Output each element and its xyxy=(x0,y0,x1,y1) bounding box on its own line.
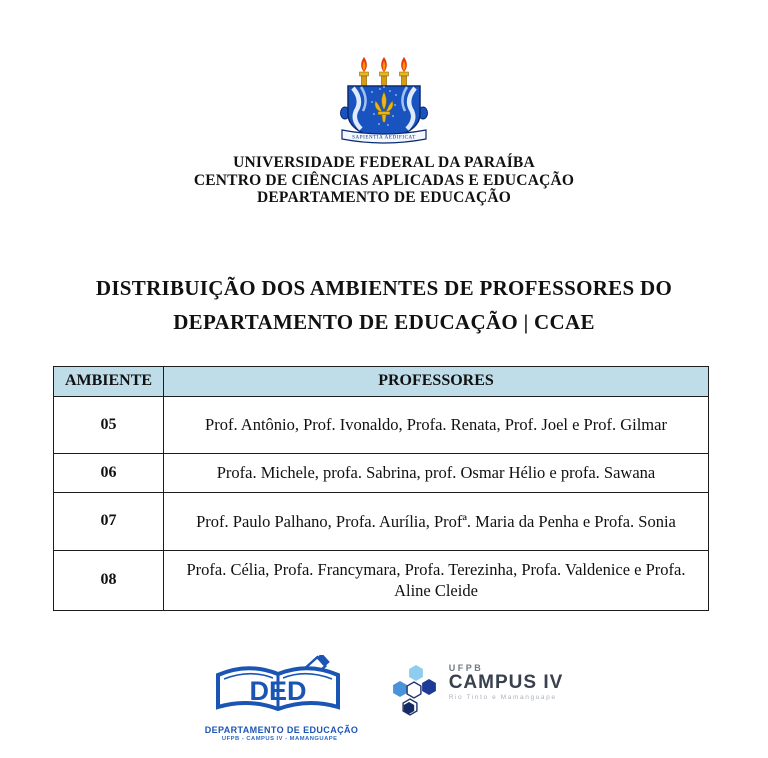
campus-iv-text xyxy=(449,663,564,701)
column-header-professores: PROFESSORES xyxy=(164,366,709,396)
column-header-ambiente: AMBIENTE xyxy=(54,366,164,396)
cell-professores xyxy=(164,396,709,453)
org-header xyxy=(0,154,768,207)
crest-container xyxy=(0,0,768,150)
page-title xyxy=(0,271,768,339)
cell-professores xyxy=(164,453,709,492)
table-row xyxy=(54,396,709,453)
ded-acronym-text: DED xyxy=(249,675,307,706)
table-row xyxy=(54,492,709,550)
ambientes-table xyxy=(53,366,709,611)
cell-ambiente: 07 xyxy=(54,492,164,550)
crest-motto-text: SAPIENTIA AEDIFICAT xyxy=(352,135,416,141)
cell-ambiente: 06 xyxy=(54,453,164,492)
ded-book-icon xyxy=(210,655,350,719)
hexagon-cluster-icon xyxy=(389,663,441,723)
cell-professores xyxy=(164,550,709,610)
campus-iv-logo xyxy=(389,655,564,723)
page-title-line2: DEPARTAMENTO DE EDUCAÇÃO | CCAE xyxy=(173,309,595,334)
cell-professores xyxy=(164,492,709,550)
footer-logos xyxy=(0,655,768,742)
cell-ambiente: 08 xyxy=(54,550,164,610)
campus-institution-label: UFPB xyxy=(448,662,484,673)
table-body xyxy=(54,396,709,610)
campus-name-label: CAMPUS IV xyxy=(448,671,564,693)
table-header-row xyxy=(54,366,709,396)
table-row xyxy=(54,550,709,610)
org-line-department: DEPARTAMENTO DE EDUCAÇÃO xyxy=(257,189,511,206)
table-row xyxy=(54,453,709,492)
ded-logo-name: DEPARTAMENTO DE EDUCAÇÃO xyxy=(204,724,359,735)
campus-tagline-label: Rio Tinto e Mamanguape xyxy=(448,693,557,701)
page-title-line1: DISTRIBUIÇÃO DOS AMBIENTES DE PROFESSORES DO xyxy=(95,275,673,300)
ufpb-crest-icon xyxy=(332,56,436,150)
cell-ambiente: 05 xyxy=(54,396,164,453)
cell-professores-text: Prof. Paulo Palhano, Profa. Aurília, Profª. Maria da Penha e Profa. Sonia xyxy=(196,511,676,531)
cell-professores-text: Prof. Antônio, Prof. Ivonaldo, Profa. Renata, Prof. Joel e Prof. Gilmar xyxy=(205,415,667,434)
cell-professores-text: Profa. Michele, profa. Sabrina, prof. Osmar Hélio e profa. Sawana xyxy=(216,463,656,482)
ded-logo-campus: UFPB - CAMPUS IV - MAMANGUAPE xyxy=(221,735,338,742)
cell-professores-text: Profa. Célia, Profa. Francymara, Profa. Terezinha, Profa. Valdenice e Profa. Aline Cleide xyxy=(186,560,686,600)
org-line-university: UNIVERSIDADE FEDERAL DA PARAÍBA xyxy=(233,154,535,171)
org-line-center: CENTRO DE CIÊNCIAS APLICADAS E EDUCAÇÃO xyxy=(193,171,575,189)
ded-logo xyxy=(204,655,359,742)
